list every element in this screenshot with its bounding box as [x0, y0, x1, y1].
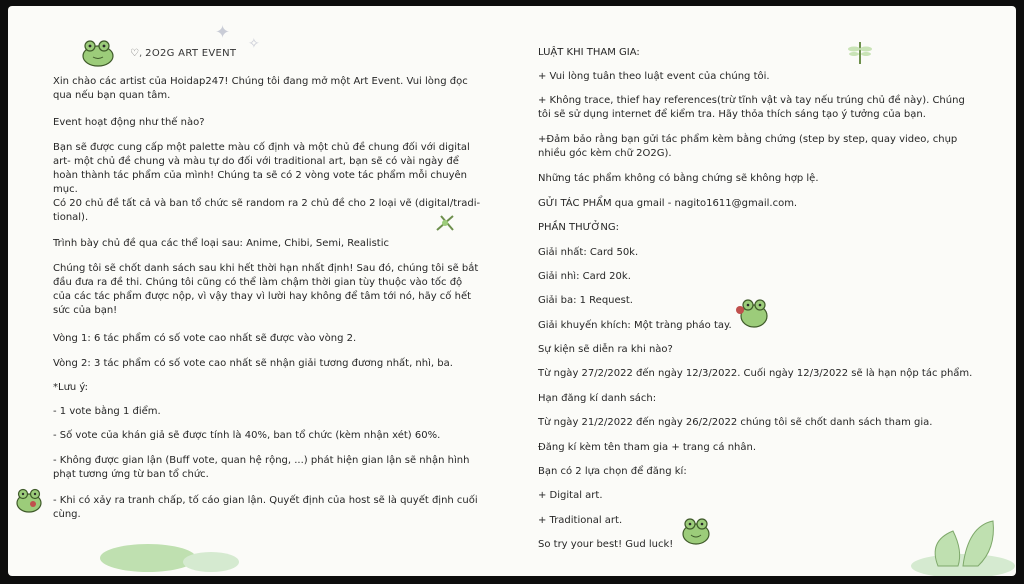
paragraph: + Không trace, thief hay references(trừ tĩnh vật và tay nếu trúng chủ đề này). Chúng tôi sẽ sử dụng internet để kiểm tra. Hãy thỏa thích sáng tạo ý tưởng của bạn. [538, 95, 965, 120]
paragraph: Sự kiện sẽ diễn ra khi nào? [538, 344, 673, 355]
paragraph: Giải nhất: Card 50k. [538, 247, 639, 258]
paragraph: Vòng 2: 3 tác phẩm có số vote cao nhất sẽ nhận giải tương đương nhất, nhì, ba. [53, 358, 453, 369]
lily-pad-icon [908, 511, 1016, 576]
paragraph: Bạn sẽ được cung cấp một palette màu cố định và một chủ đề chung đối với digital art- một chủ đề chung và màu tự do đối với traditional art, bạn sẽ có vài ngày để hoàn thành tác phẩm của mình! Chúng ta sẽ có 2 vòng vote tác phẩm mỗi chuyên mục. [53, 142, 470, 195]
paragraph: Vòng 1: 6 tác phẩm có số vote cao nhất sẽ được vào vòng 2. [53, 333, 357, 344]
paragraph: Từ ngày 27/2/2022 đến ngày 12/3/2022. Cuối ngày 12/3/2022 sẽ là hạn nộp tác phẩm. [538, 368, 973, 379]
sparkle-icon: ✦ [215, 22, 231, 43]
paragraph: Đăng kí kèm tên tham gia + trang cá nhân. [538, 442, 757, 453]
paragraph: - Khi có xảy ra tranh chấp, tố cáo gian lận. Quyết định của host sẽ là quyết định cuối cùng. [53, 495, 478, 520]
paragraph: Trình bày chủ đề qua các thể loại sau: Anime, Chibi, Semi, Realistic [53, 238, 389, 249]
event-document [8, 6, 1016, 576]
paragraph: + Digital art. [538, 490, 603, 501]
frog-with-flower-icon [78, 38, 118, 68]
event-title: 2O2G ART EVENT [145, 47, 237, 59]
paragraph: Giải khuyến khích: Một tràng pháo tay. [538, 320, 732, 331]
paragraph: Những tác phẩm không có bằng chứng sẽ không hợp lệ. [538, 173, 819, 184]
paragraph: - Số vote của khán giả sẽ được tính là 40%, ban tổ chức (kèm nhận xét) 60%. [53, 430, 441, 441]
paragraph: +Đảm bảo rằng bạn gửi tác phẩm kèm bằng chứng (step by step, quay video, chụp nhiều góc kèm chữ 2O2G). [538, 134, 958, 159]
paragraph: Từ ngày 21/2/2022 đến ngày 26/2/2022 chúng tôi sẽ chốt danh sách tham gia. [538, 417, 933, 428]
paragraph: GỬI TÁC PHẨM qua gmail - nagito1611@gmail.com. [538, 198, 798, 209]
paragraph: Có 20 chủ đề tất cả và ban tổ chức sẽ random ra 2 chủ đề cho 2 loại vẽ (digital/tradi- tional). [53, 198, 481, 223]
paragraph: *Lưu ý: [53, 382, 88, 393]
paragraph: Chúng tôi sẽ chốt danh sách sau khi hết thời hạn nhất định! Sau đó, chúng tôi sẽ bắt đầu đưa ra đề thi. Chúng tôi cũng có thể làm chậm thời gian tùy thuộc vào tốc độ của các tác phẩm được nộp, vì vậy thay vì lười hay không để tâm tới nó, hãy cố hết sức của bạn! [53, 263, 479, 316]
paragraph: Event hoạt động như thế nào? [53, 117, 205, 128]
paragraph: - Không được gian lận (Buff vote, quan hệ rộng, ...) phát hiện gian lận sẽ nhận hình phạt tương ứng từ ban tổ chức. [53, 455, 470, 480]
paragraph: Hạn đăng kí danh sách: [538, 393, 657, 404]
frog-icon [433, 212, 457, 234]
paragraph: Bạn có 2 lựa chọn để đăng kí: [538, 466, 687, 477]
paragraph: Giải ba: 1 Request. [538, 295, 633, 306]
document-header [78, 42, 478, 64]
paragraph: + Traditional art. [538, 515, 623, 526]
heart-mark: ♡, [130, 47, 143, 59]
paragraph: - 1 vote bằng 1 điểm. [53, 406, 161, 417]
sparkle-icon: ✧ [248, 36, 260, 52]
dragonfly-icon [846, 40, 874, 66]
paragraph: PHẦN THƯỞNG: [538, 222, 619, 233]
paragraph: So try your best! Gud luck! [538, 539, 674, 550]
paragraph: Xin chào các artist của Hoidap247! Chúng tôi đang mở một Art Event. Vui lòng đọc qua nếu bạn quan tâm. [53, 76, 468, 101]
paragraph: Giải nhì: Card 20k. [538, 271, 631, 282]
paragraph: LUẬT KHI THAM GIA: [538, 47, 640, 58]
lily-pad-icon [93, 536, 243, 576]
frog-icon [12, 484, 46, 514]
paragraph: + Vui lòng tuân theo luật event của chúng tôi. [538, 71, 770, 82]
frog-icon [678, 514, 714, 546]
frog-icon [732, 294, 772, 330]
